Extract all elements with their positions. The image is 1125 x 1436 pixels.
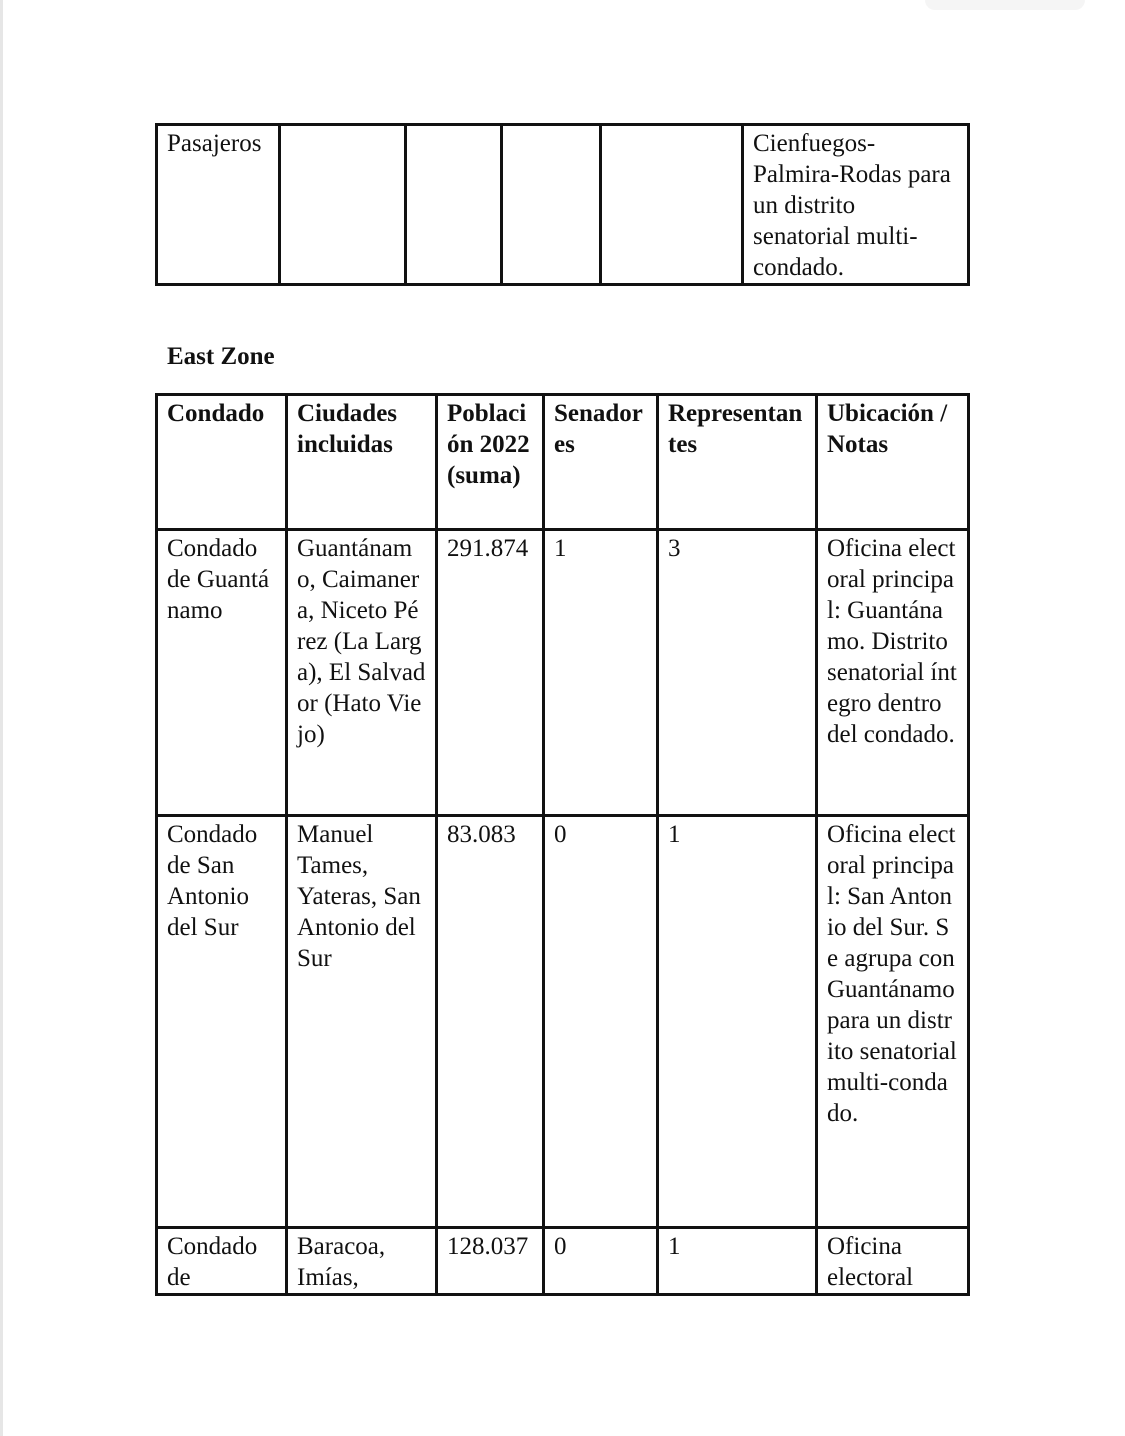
cell-pasajeros: Pasajeros: [157, 125, 280, 285]
page-left-edge: [0, 0, 3, 1436]
cell-notas: Oficina electoral: [817, 1228, 969, 1295]
cell-senadores: 0: [544, 816, 658, 1228]
cell-notas: Oficina electoral principal: San Antonio del Sur. Se agrupa con Guantánamo para un distrito senatorial multi-condado.: [817, 816, 969, 1228]
cell-representantes: 3: [658, 530, 817, 816]
previous-zone-table-continuation: [155, 123, 970, 286]
header-poblacion: Población 2022 (suma): [437, 395, 544, 530]
cell-notas: Oficina electoral principal: Guantánamo. Distrito senatorial íntegro dentro del condado.: [817, 530, 969, 816]
cell-empty: [406, 125, 502, 285]
page-shadow: [925, 0, 1085, 10]
cell-ciudades: Guantánamo, Caimanera, Niceto Pérez (La Larga), El Salvador (Hato Viejo): [287, 530, 437, 816]
table-row: [157, 125, 969, 285]
table-header-row: [157, 395, 969, 530]
header-representantes: Representantes: [658, 395, 817, 530]
cell-senadores: 1: [544, 530, 658, 816]
cell-empty: [601, 125, 743, 285]
east-zone-heading: East Zone: [167, 343, 275, 370]
cell-poblacion: 291.874: [437, 530, 544, 816]
header-ubicacion: Ubicación / Notas: [817, 395, 969, 530]
header-senadores: Senadores: [544, 395, 658, 530]
table-row: [157, 1228, 969, 1295]
cell-poblacion: 83.083: [437, 816, 544, 1228]
cell-condado: Condado de Guantánamo: [157, 530, 287, 816]
cell-representantes: 1: [658, 1228, 817, 1295]
cell-poblacion: 128.037: [437, 1228, 544, 1295]
cell-ciudades: Baracoa, Imías,: [287, 1228, 437, 1295]
cell-senadores: 0: [544, 1228, 658, 1295]
table-row: [157, 530, 969, 816]
table-row: [157, 816, 969, 1228]
cell-condado: Condado de San Antonio del Sur: [157, 816, 287, 1228]
cell-condado: Condado de: [157, 1228, 287, 1295]
east-zone-table: [155, 393, 970, 1296]
cell-representantes: 1: [658, 816, 817, 1228]
cell-notes: Cienfuegos-Palmira-Rodas para un distrito senatorial multi-condado.: [743, 125, 969, 285]
cell-empty: [280, 125, 406, 285]
header-condado: Condado: [157, 395, 287, 530]
header-ciudades: Ciudades incluidas: [287, 395, 437, 530]
cell-empty: [502, 125, 601, 285]
cell-ciudades: Manuel Tames, Yateras, San Antonio del Sur: [287, 816, 437, 1228]
